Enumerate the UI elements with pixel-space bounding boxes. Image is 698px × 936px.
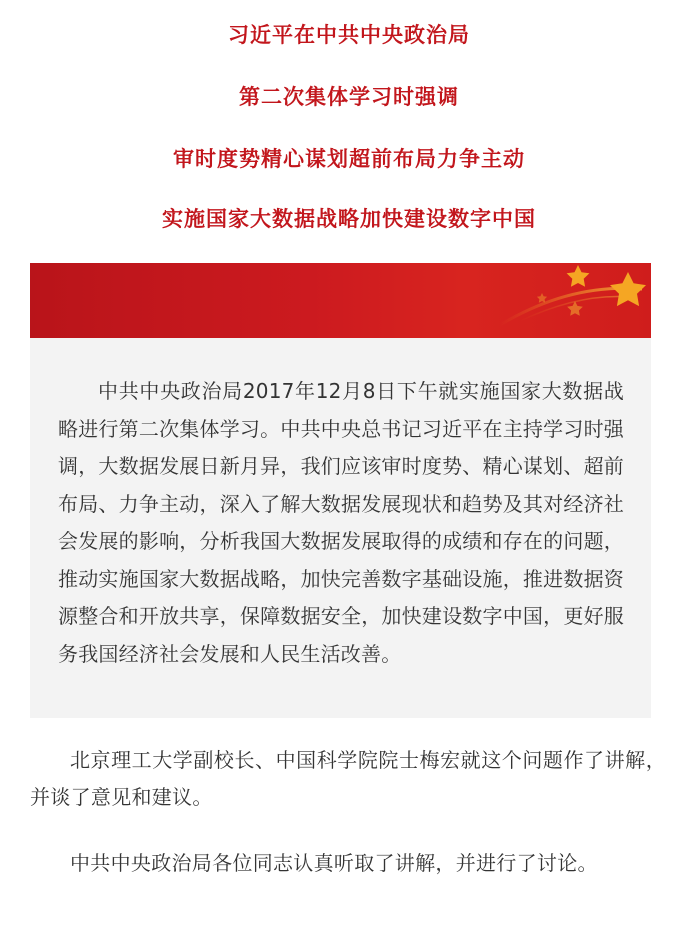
body-paragraph-2: 中共中央政治局各位同志认真听取了讲解，并进行了讨论。 xyxy=(70,851,598,875)
medium-star-icon xyxy=(567,265,590,287)
headline-line-3: 审时度势精心谋划超前布局力争主动 xyxy=(173,147,525,171)
headline-line-2: 第二次集体学习时强调 xyxy=(239,85,459,109)
summary-paragraph: 中共中央政治局2017年12月8日下午就实施国家大数据战略进行第二次集体学习。中共中央总书记习近平在主持学习时强调，大数据发展日新月异，我们应该审时度势、精心谋划、超前布局、力争主动，深入了解大数据发展现状和趋势及其对经济社会发展的影响，分析我国大数据发展取得的成绩和存在的问题，推动实施国家大数据战略，加快完善数字基础设施，推进数据资源整合和开放共享，保障数据安全，加快建设数字中国，更好服务我国经济社会发展和人民生活改善。 xyxy=(58,379,624,666)
body-paragraph-1: 北京理工大学副校长、中国科学院院士梅宏就这个问题作了讲解，并谈了意见和建议。 xyxy=(30,748,666,809)
headline-line-4: 实施国家大数据战略加快建设数字中国 xyxy=(162,207,536,231)
headline-line-1: 习近平在中共中央政治局 xyxy=(228,23,470,47)
red-star-banner xyxy=(30,263,651,338)
stars-decoration-icon xyxy=(30,263,651,338)
summary-quote-box xyxy=(30,338,651,718)
large-star-icon xyxy=(610,272,646,306)
